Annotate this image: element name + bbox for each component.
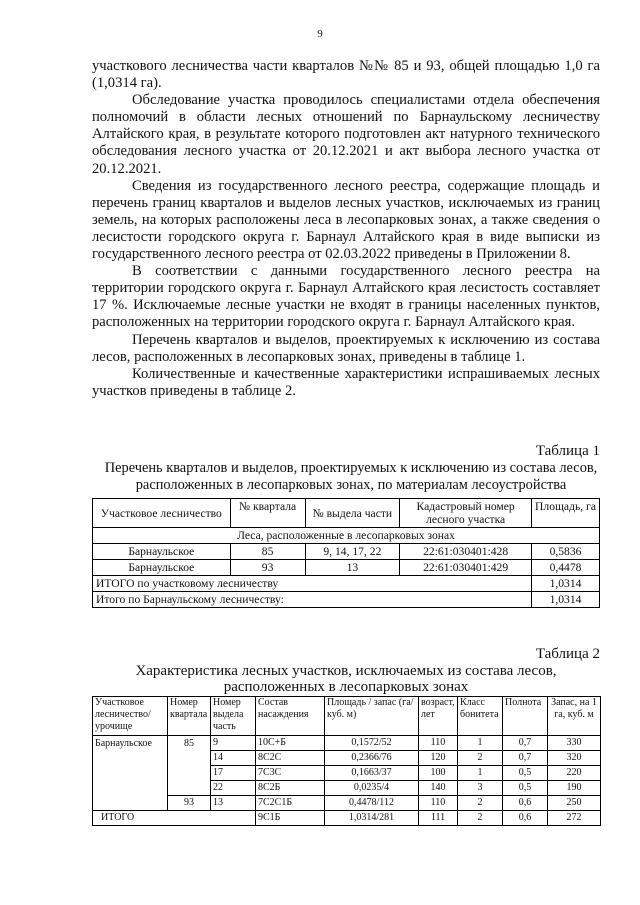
table-cell: 93 — [230, 560, 305, 576]
page-number: 9 — [317, 28, 323, 40]
table-cell: 1,0314/281 — [325, 811, 419, 826]
table2-header-cell: Номер выдела часть — [211, 697, 256, 736]
table-cell: 8С2С — [256, 751, 325, 766]
table-cell: 120 — [419, 751, 458, 766]
table2-header-cell: Запас, на 1 га, куб. м — [548, 697, 601, 736]
table-cell: 7С2С1Б — [256, 796, 325, 811]
table2-header-cell: Состав насаждения — [256, 697, 325, 736]
table-cell: 93 — [168, 796, 211, 811]
table1-header-row — [93, 499, 600, 528]
table1-total-value: 1,0314 — [532, 592, 600, 608]
table1-caption: Таблица 1 — [535, 443, 600, 459]
table1-header-cell: № квартала — [230, 499, 305, 528]
table-cell: 0,4478 — [532, 560, 600, 576]
table-cell: 220 — [548, 766, 601, 781]
table-cell: 2 — [458, 751, 503, 766]
table-cell: 1 — [458, 736, 503, 751]
table-cell: 0,5 — [503, 766, 548, 781]
table2-total-row — [93, 811, 601, 826]
paragraph: участкового лесничества части кварталов №№ 85 и 93, общей площадью 1,0 га (1,0314 га). — [92, 58, 600, 92]
table-cell: 13 — [305, 560, 400, 576]
table-cell: 13 — [211, 796, 256, 811]
table-cell: 0,2366/76 — [325, 751, 419, 766]
table-row — [93, 544, 600, 560]
table-cell: 111 — [419, 811, 458, 826]
table1-header-cell: Кадастровый номер лесного участка — [400, 499, 532, 528]
table1-section-label: Леса, расположенные в лесопарковых зонах — [93, 528, 600, 544]
table-cell: 0,5836 — [532, 544, 600, 560]
paragraph: Количественные и качественные характеристики испрашиваемых лесных участков приведены в таблице 2. — [92, 365, 600, 399]
table-cell: 22 — [211, 781, 256, 796]
table-cell: 0,1572/52 — [325, 736, 419, 751]
table-cell: Барнаульское — [93, 560, 231, 576]
table-cell: 0,4478/112 — [325, 796, 419, 811]
table-cell: 250 — [548, 796, 601, 811]
table1-header-cell: № выдела части — [305, 499, 400, 528]
table-cell: 8С2Б — [256, 781, 325, 796]
table1-total-label: ИТОГО по участковому лесничеству — [93, 576, 532, 592]
table-cell: 85 — [230, 544, 305, 560]
table2-caption: Таблица 2 — [535, 646, 600, 662]
table2-header-cell: Класс бонитета — [458, 697, 503, 736]
table-cell: 110 — [419, 736, 458, 751]
table-cell: 14 — [211, 751, 256, 766]
table-cell: 110 — [419, 796, 458, 811]
paragraph: В соответствии с данными государственного лесного реестра на территории городского округа г. Барнаул Алтайского края лесистость составляет 17 %. Исключаемые лесные участки не входят в границы населенных пунктов, расположенных на территории городского округа г. Барнаул Алтайского края. — [92, 263, 600, 331]
table-cell: 2 — [458, 796, 503, 811]
paragraph: Обследование участка проводилось специалистами отдела обеспечения полномочий в области лесных отношений по Барнаульскому лесничеству Алтайского края, в результате которого подготовлен акт натурного технического обследования лесного участка от 20.12.2021 и акт выбора лесного участка от 20.12.2021. — [92, 92, 600, 177]
table-row — [93, 736, 601, 751]
table-cell: 0,0235/4 — [325, 781, 419, 796]
table-cell: Барнаульское — [93, 544, 231, 560]
table-cell: 2 — [458, 811, 503, 826]
table2-header-cell: возраст, лет — [419, 697, 458, 736]
table-cell: 22:61:030401:428 — [400, 544, 532, 560]
table-cell: 272 — [548, 811, 601, 826]
body-text — [92, 58, 600, 400]
table1-title: Перечень кварталов и выделов, проектируемых к исключению из состава лесов, расположенных в лесопарковых зонах, по материалам лесоустройства — [104, 460, 598, 493]
table1-section-row — [93, 528, 600, 544]
table-cell: 140 — [419, 781, 458, 796]
table-cell: 0,7 — [503, 751, 548, 766]
table-cell: 7С3С — [256, 766, 325, 781]
table1 — [92, 498, 600, 608]
table2-total-label: ИТОГО — [93, 811, 256, 826]
table-cell: 100 — [419, 766, 458, 781]
table2 — [92, 696, 601, 826]
table-cell: 190 — [548, 781, 601, 796]
table-cell: 0,1663/37 — [325, 766, 419, 781]
table-cell: 22:61:030401:429 — [400, 560, 532, 576]
table-cell: 1 — [458, 766, 503, 781]
table-cell: 0,7 — [503, 736, 548, 751]
table1-total-row — [93, 592, 600, 608]
table-cell: 330 — [548, 736, 601, 751]
table-cell: 9, 14, 17, 22 — [305, 544, 400, 560]
table-cell: 3 — [458, 781, 503, 796]
table-cell: 9С1Б — [256, 811, 325, 826]
table2-district: Барнаульское — [93, 736, 168, 811]
paragraph: Сведения из государственного лесного реестра, содержащие площадь и перечень границ кварталов и выделов лесных участков, исключаемых из границ земель, на которых расположены леса в лесопарковых зонах, а также сведения о лесистости городского округа г. Барнаул Алтайского края в виде выписки из государственного лесного реестра от 02.03.2022 приведены в Приложении 8. — [92, 177, 600, 263]
table2-header-cell: Номер квартала — [168, 697, 211, 736]
table2-title: Характеристика лесных участков, исключаемых из состава лесов, расположенных в лесопарковых зонах — [135, 663, 557, 695]
table-row — [93, 796, 601, 811]
table1-header-cell: Площадь, га — [532, 499, 600, 528]
table-cell: 320 — [548, 751, 601, 766]
table-cell: 10С+Б — [256, 736, 325, 751]
table2-header-cell: Участковое лесничество/ урочище — [93, 697, 168, 736]
table-cell: 0,5 — [503, 781, 548, 796]
table1-total-row — [93, 576, 600, 592]
table-cell: 0,6 — [503, 796, 548, 811]
table1-total-value: 1,0314 — [532, 576, 600, 592]
table-cell: 9 — [211, 736, 256, 751]
paragraph: Перечень кварталов и выделов, проектируемых к исключению из состава лесов, расположенных в лесопарковых зонах, приведены в таблице 1. — [92, 331, 600, 365]
table1-header-cell: Участковое лесничество — [93, 499, 231, 528]
table2-header-row — [93, 697, 601, 736]
table-cell: 0,6 — [503, 811, 548, 826]
table2-header-cell: Полнота — [503, 697, 548, 736]
table2-header-cell: Площадь / запас (га/ куб. м) — [325, 697, 419, 736]
table-row — [93, 560, 600, 576]
table1-total-label: Итого по Барнаульскому лесничеству: — [93, 592, 532, 608]
table-cell: 17 — [211, 766, 256, 781]
table-cell: 85 — [168, 736, 211, 796]
